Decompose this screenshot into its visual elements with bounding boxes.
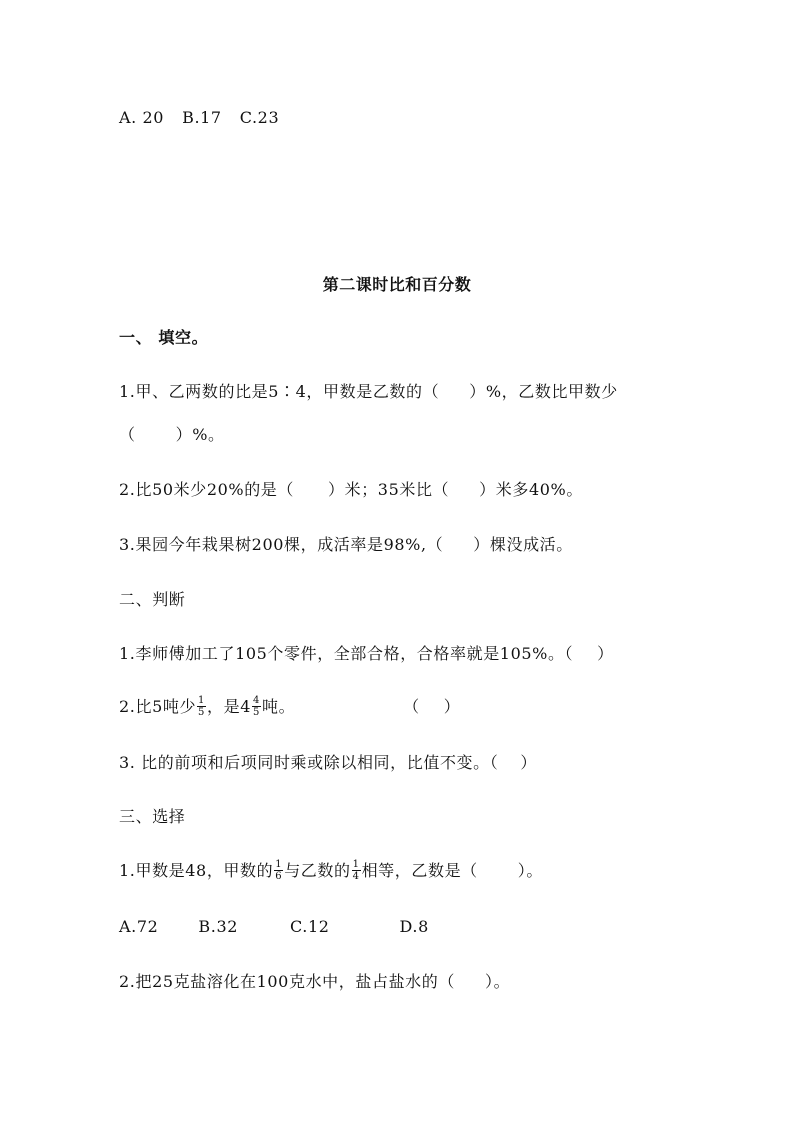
previous-options: [119, 107, 279, 129]
choice-q1-text-c: 相等，乙数是（: [361, 861, 478, 880]
fraction-one-fifth: [197, 695, 206, 718]
section-heading-choice: 三、选择: [119, 807, 186, 826]
fill-q2-text-a: 2.比50米少20%的是（: [119, 480, 294, 499]
judge-q3-text-a: 3. 比的前项和后项同时乘或除以相同，比值不变。（: [119, 753, 499, 772]
choice-q2-text-b: ）。: [484, 972, 511, 991]
fill-question-2: [119, 479, 583, 501]
judge-q2-paren-open: （: [403, 697, 420, 716]
option-b: B.17: [182, 108, 222, 127]
choice-q1-text-d: ）。: [517, 861, 543, 880]
fraction-denominator: 6: [275, 871, 283, 882]
option-c: C.23: [239, 108, 280, 127]
choice-q1-text-b: 与乙数的: [284, 861, 351, 880]
choice-question-2: [119, 971, 510, 993]
fraction-four-fifths: [252, 695, 261, 718]
judge-q2-text-c: 吨。: [261, 697, 296, 716]
section-heading-fill-blank: 一、 填空。: [119, 328, 209, 347]
choice-question-1-options: [119, 916, 429, 938]
judge-question-1: [119, 643, 614, 665]
fill-question-3: [119, 534, 573, 556]
fraction-denominator: 5: [198, 707, 206, 718]
judge-question-3: [119, 752, 537, 774]
fraction-one-quarter: [352, 859, 361, 882]
fill-q1-text-d: ）%。: [175, 425, 225, 444]
fill-q2-text-b: ）米；35米比（: [328, 480, 450, 499]
fill-q2-text-c: ）米多40%。: [479, 480, 583, 499]
fraction-one-sixth: [274, 859, 283, 882]
lesson-title: 第二课时比和百分数: [322, 275, 472, 294]
fill-question-1-line-2: [119, 424, 225, 446]
fill-q1-text-a: 1.甲、乙两数的比是5∶4，甲数是乙数的（: [119, 382, 440, 401]
choice-option-c: C.12: [290, 917, 330, 936]
fill-q1-text-b: ）%，乙数比甲数少: [469, 382, 618, 401]
judge-q2-text-b: ，是4: [207, 697, 251, 716]
fraction-numerator: 4: [253, 695, 260, 706]
fill-q3-text-a: 3.果园今年栽果树200棵，成活率是98%,（: [119, 535, 444, 554]
fraction-denominator: 5: [253, 707, 260, 718]
choice-question-1: [119, 860, 543, 883]
judge-q1-text-a: 1.李师傅加工了105个零件，全部合格，合格率就是105%。（: [119, 644, 574, 663]
fill-question-1-line-1: [119, 381, 618, 403]
judge-q3-text-b: ）: [520, 753, 537, 772]
choice-option-b: B.32: [198, 917, 239, 936]
fill-q1-text-c: （: [119, 425, 136, 444]
fraction-numerator: 1: [352, 859, 360, 870]
fraction-denominator: 4: [352, 871, 360, 882]
choice-option-d: D.8: [399, 917, 429, 936]
judge-q1-text-b: ）: [597, 644, 614, 663]
fill-q3-text-b: ）棵没成活。: [473, 535, 573, 554]
fraction-numerator: 1: [198, 695, 206, 706]
option-a: A. 20: [119, 108, 165, 127]
choice-option-a: A.72: [119, 917, 159, 936]
section-heading-judge: 二、判断: [119, 590, 186, 609]
judge-q2-paren-close: ）: [443, 697, 461, 716]
fraction-numerator: 1: [275, 859, 283, 870]
choice-q2-text-a: 2.把25克盐溶化在100克水中，盐占盐水的（: [119, 972, 455, 991]
judge-question-2: [119, 696, 460, 719]
judge-q2-text-a: 2.比5吨少: [119, 697, 197, 716]
choice-q1-text-a: 1.甲数是48，甲数的: [119, 861, 274, 880]
